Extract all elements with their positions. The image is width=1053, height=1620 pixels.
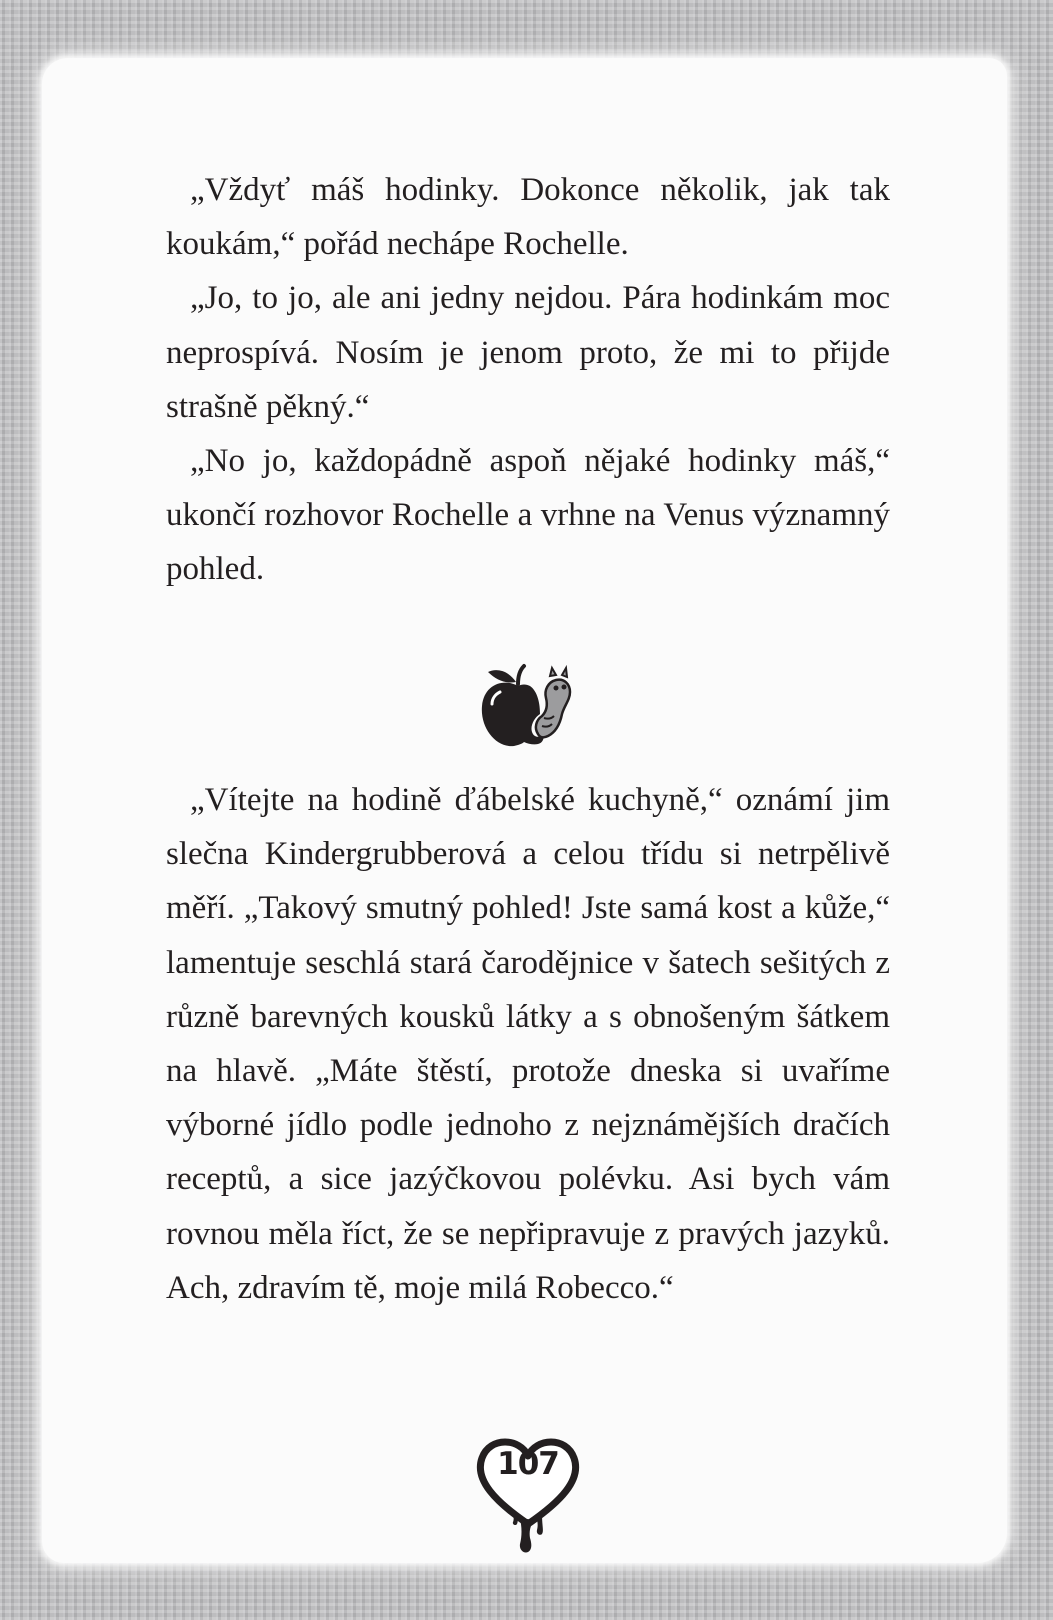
paragraph: „No jo, každopádně aspoň nějaké hodinky máš,“ ukončí rozhovor Rochelle a vrhne na Venus významný pohled. bbox=[166, 443, 890, 588]
paragraph: „Jo, to jo, ale ani jedny nejdou. Pára hodinkám moc neprospívá. Nosím je jenom proto, že mi to přijde strašně pěkný.“ bbox=[166, 280, 890, 425]
text-block-cooking-class bbox=[166, 773, 890, 1315]
page-number-badge bbox=[476, 1432, 580, 1560]
paragraph: „Vždyť máš hodinky. Dokonce několik, jak tak koukám,“ pořád nechápe Rochelle. bbox=[166, 172, 890, 263]
text-block-dialogue bbox=[166, 163, 890, 597]
page-number: 107 bbox=[497, 1446, 559, 1482]
apple-with-worm-icon bbox=[478, 656, 574, 752]
paragraph: „Vítejte na hodině ďábelské kuchyně,“ oznámí jim slečna Kindergrubberová a celou třídu si netrpělivě měří. „Takový smutný pohled! Jste samá kost a kůže,“ lamentuje seschlá stará čarodějnice v šatech sešitých z různě barevných kousků látky a s obnošeným šátkem na hlavě. „Máte štěstí, protože dneska si uvaříme výborné jídlo podle jednoho z nejznámějších dračích receptů, a sice jazýčkovou polévku. Asi bych vám rovnou měla říct, že se nepřipravuje z pravých jazyků. Ach, zdravím tě, moje milá Robecco.“ bbox=[166, 782, 890, 1306]
